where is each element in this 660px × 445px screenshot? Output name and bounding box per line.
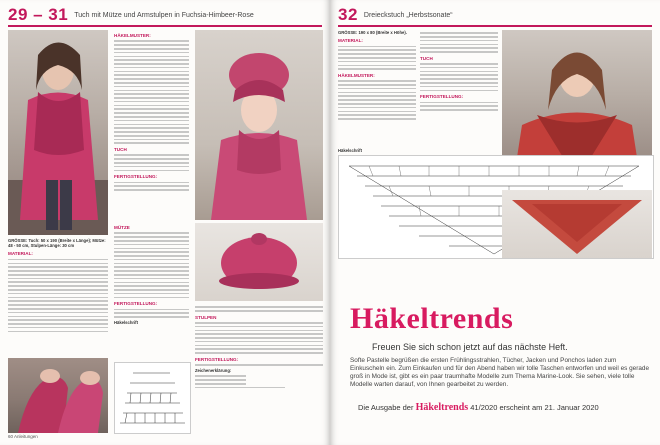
right-page-title: Dreieckstuch „Herbstsonate“ xyxy=(363,11,453,19)
right-fertig-heading: FERTIGSTELLUNG: xyxy=(420,94,464,100)
right-col1-text xyxy=(338,30,416,122)
photo-scarf-detail xyxy=(502,190,652,258)
photo-woman-scarf xyxy=(8,30,108,235)
right-diagram-label-wrap xyxy=(338,148,498,153)
left-col3-text xyxy=(195,304,323,390)
right-page xyxy=(330,0,660,445)
promo-title: Häkeltrends xyxy=(350,302,514,335)
right-haekel-heading: HÄKELMUSTER: xyxy=(338,72,375,78)
left-page-title: Tuch mit Mütze und Armstulpen in Fuchsia-Himbeer-Rose xyxy=(74,11,254,19)
promo-foot-post: 41/2020 erscheint am 21. Januar 2020 xyxy=(470,403,599,412)
left-material-heading: MATERIAL: xyxy=(8,251,33,257)
left-haekelmuster-body xyxy=(114,40,189,144)
left-stulpen-heading: STULPEN xyxy=(195,314,217,320)
promo-footer xyxy=(358,402,654,413)
right-diagram-label: Häkelschrift xyxy=(338,148,362,153)
left-size-text: GRÖSSE: Tuch: 50 x 190 (Breite x Länge); Mütze: 48 - 50 cm, Stulpen-Länge: 30 cm xyxy=(8,238,106,249)
right-page-header xyxy=(338,6,453,24)
left-folio: 60 Anleitungen xyxy=(8,434,38,439)
left-muetze-heading: MÜTZE xyxy=(114,225,130,230)
left-col1-bottom-text xyxy=(8,238,108,334)
right-material-heading: MATERIAL: xyxy=(338,38,363,44)
left-page-number: 29 – 31 xyxy=(8,5,69,24)
left-header-rule xyxy=(8,25,322,27)
promo-foot-brand: Häkeltrends xyxy=(415,402,469,413)
left-zeichen-label: Zeichenerklärung: xyxy=(195,367,232,373)
left-col-top-text xyxy=(114,30,189,193)
left-page-header xyxy=(8,6,254,24)
left-haekelmuster-heading: HÄKELMUSTER: xyxy=(114,33,151,38)
promo-body: Softe Pastelle begrüßen die ersten Frühlingsstrahlen, Tücher, Jacken und Ponchos laden zum Einkuscheln ein. Zum Einkaufen und für den Abend haben wir tolle Taschen entworfen und weil es gerade groß in Mode ist, gibt es ein paar traumhafte Modelle zum Thema Marine-Look. Sie sehen, viele tolle Modelle warten darauf, von Ihnen gearbeitet zu werden. xyxy=(350,357,650,388)
left-tuch-heading: TUCH xyxy=(114,147,127,153)
left-fertig3-heading: FERTIGSTELLUNG: xyxy=(195,356,239,362)
photo-arm-warmers xyxy=(8,358,108,433)
left-crochet-diagram xyxy=(114,362,191,434)
left-fertig2-heading: FERTIGSTELLUNG: xyxy=(114,301,158,307)
promo-foot-pre: Die Ausgabe der xyxy=(358,403,414,412)
left-col2-text xyxy=(114,222,189,325)
photo-hat-detail xyxy=(195,223,323,301)
right-page-number: 32 xyxy=(338,5,358,24)
promo-subtitle: Freuen Sie sich schon jetzt auf das nächste Heft. xyxy=(372,342,568,352)
left-diagram-label: Häkelschrift xyxy=(114,320,138,325)
right-tuch-heading: TUCH xyxy=(420,55,433,61)
left-fertig-heading: FERTIGSTELLUNG: xyxy=(114,174,158,180)
right-size-text: GRÖSSE: 190 x 80 (Breite x Höhe). xyxy=(338,30,407,35)
photo-child-hat xyxy=(195,30,323,220)
right-header-rule xyxy=(338,25,652,27)
right-col2-text xyxy=(420,30,498,113)
